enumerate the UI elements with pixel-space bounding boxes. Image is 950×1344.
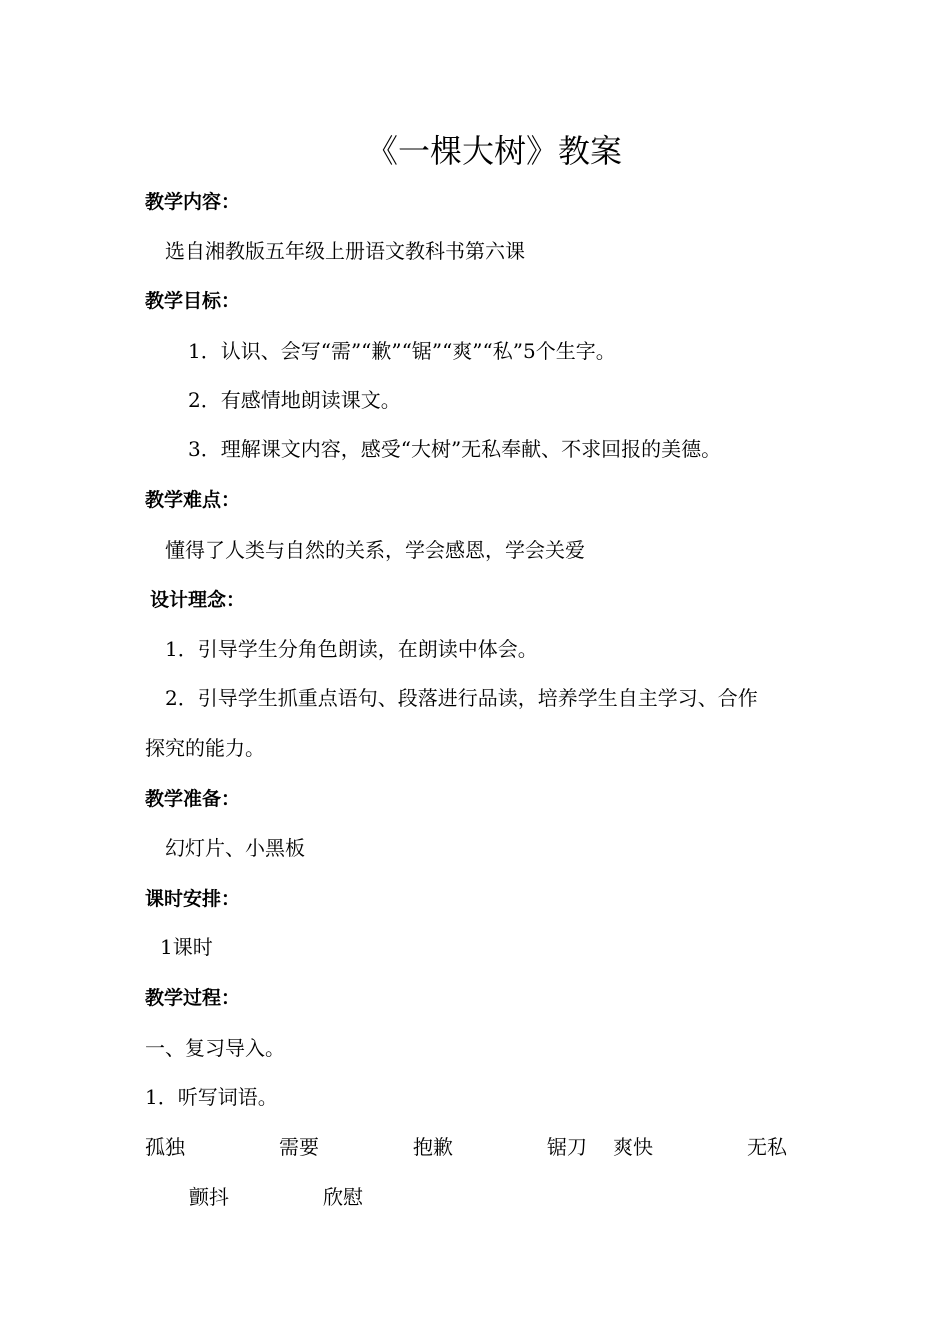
heading-teaching-difficulty: 教学难点： [145, 489, 241, 511]
teaching-difficulty-text: 懂得了人类与自然的关系，学会感恩，学会关爱 [165, 538, 585, 562]
concept-item-continuation: 探究的能力。 [145, 736, 265, 760]
concept-item: 1．引导学生分角色朗读，在朗读中体会。 [165, 637, 538, 661]
teaching-content-text: 选自湘教版五年级上册语文教科书第六课 [165, 239, 525, 263]
heading-teaching-process: 教学过程： [145, 987, 241, 1009]
concept-item: 2．引导学生抓重点语句、段落进行品读，培养学生自主学习、合作 [165, 686, 758, 710]
heading-teaching-goals: 教学目标： [145, 290, 241, 312]
process-step-review: 一、复习导入。 [145, 1036, 285, 1060]
dictation-word: 爽快 [613, 1135, 653, 1159]
goal-item: 3．理解课文内容，感受“大树”无私奉献、不求回报的美德。 [188, 437, 722, 461]
dictation-word: 颤抖 [189, 1185, 229, 1209]
dictation-word: 欣慰 [323, 1185, 363, 1209]
document-title: 《一棵大树》教案 [365, 132, 622, 170]
class-schedule-text: 1课时 [160, 935, 213, 959]
heading-teaching-content: 教学内容： [145, 191, 241, 213]
dictation-word: 无私 [747, 1135, 787, 1159]
dictation-word: 需要 [279, 1135, 319, 1159]
dictation-word: 孤独 [145, 1135, 185, 1159]
goal-item: 1．认识、会写“需”“歉”“锯”“爽”“私”5个生字。 [188, 339, 616, 363]
heading-class-schedule: 课时安排： [145, 888, 241, 910]
dictation-word: 抱歉 [413, 1135, 453, 1159]
heading-teaching-preparation: 教学准备： [145, 788, 241, 810]
dictation-word: 锯刀 [547, 1135, 587, 1159]
goal-item: 2．有感情地朗读课文。 [188, 388, 401, 412]
teaching-preparation-text: 幻灯片、小黑板 [165, 836, 305, 860]
heading-design-concept: 设计理念： [150, 589, 246, 611]
process-sub-dictation: 1．听写词语。 [145, 1085, 278, 1109]
